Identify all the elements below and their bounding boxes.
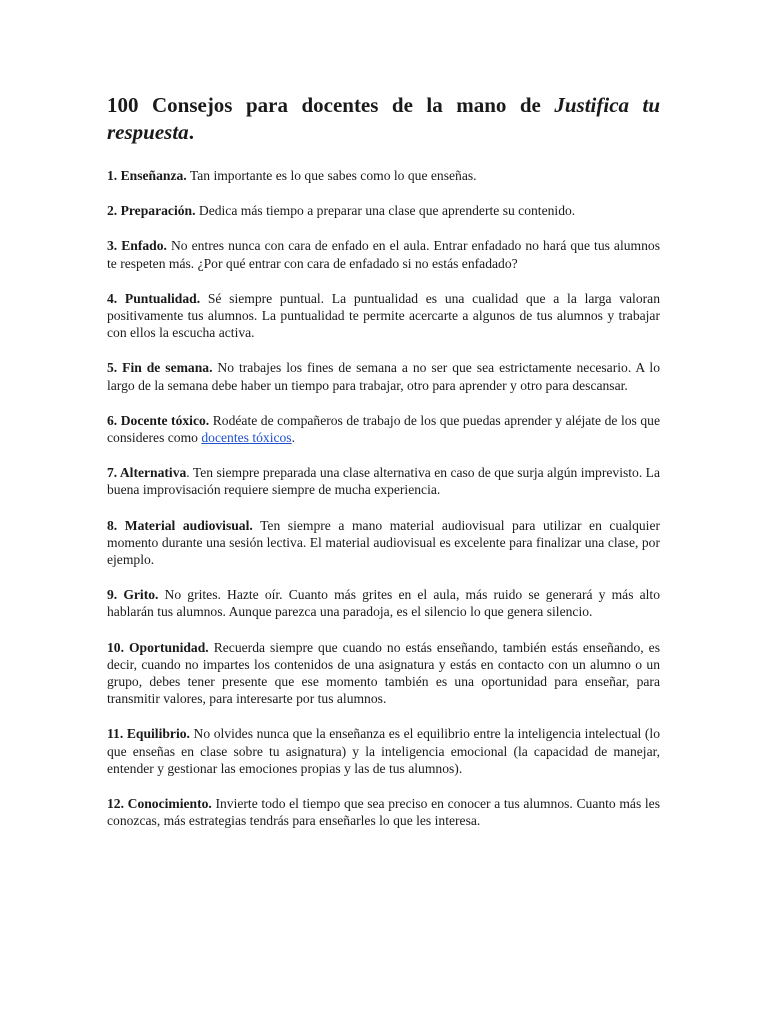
document-title <box>107 92 660 146</box>
tip-5 <box>107 359 660 393</box>
tip-text: No entres nunca con cara de enfado en el aula. Entrar enfadado no hará que tus alumnos te respeten más. ¿Por qué entrar con cara de enfadado si no estás enfadado? <box>107 238 660 271</box>
tip-11 <box>107 725 660 777</box>
tip-text: Tan importante es lo que sabes como lo que enseñas. <box>186 168 477 183</box>
tip-label: 10. Oportunidad. <box>107 639 209 655</box>
tip-text: . Ten siempre preparada una clase alternativa en caso de que surja algún imprevisto. La buena improvisación requiere siempre de mucha experiencia. <box>107 465 660 498</box>
tip-text: Recuerda siempre que cuando no estás enseñando, también estás enseñando, es decir, cuando no impartes los contenidos de una asignatura y estás en contacto con un alumno o un grupo, debes tener presente que ese momento también es una oportunidad para enseñar, para transmitir valores, para interesarte por tus alumnos. <box>107 639 660 707</box>
tip-label: 12. Conocimiento. <box>107 796 212 812</box>
tip-label: 9. Grito. <box>107 587 159 603</box>
tip-2 <box>107 202 660 219</box>
docentes-toxicos-link[interactable]: docentes tóxicos <box>201 430 292 446</box>
tip-12 <box>107 795 660 829</box>
tip-label: 1. Enseñanza. <box>107 168 187 183</box>
tip-label: 5. Fin de semana. <box>107 360 213 376</box>
tip-text: Rodéate de compañeros de trabajo de los que puedas aprender y aléjate de los que consideres como <box>107 412 661 446</box>
tip-text: Invierte todo el tiempo que sea preciso en conocer a tus alumnos. Cuanto más les conozcas, más estrategias tendrás para enseñarles lo que les interesa. <box>107 796 660 829</box>
tip-3 <box>107 237 660 271</box>
tip-4 <box>107 290 660 342</box>
document-title-period: . <box>188 120 194 144</box>
tip-7 <box>107 464 660 498</box>
tip-text: No grites. Hazte oír. Cuanto más grites en el aula, más ruido se generará y más alto hablarán tus alumnos. Aunque parezca una paradoja, es el silencio lo que genera silencio. <box>107 587 660 620</box>
tip-label: 7. Alternativa <box>107 465 187 481</box>
tip-9 <box>107 586 660 620</box>
tip-1 <box>107 167 660 184</box>
tip-label: 8. Material audiovisual. <box>107 517 253 533</box>
tip-8 <box>107 517 660 569</box>
document-title-main: 100 Consejos para docentes de la mano de <box>107 93 555 117</box>
tip-text-end: . <box>291 430 296 446</box>
tip-text: Sé siempre puntual. La puntualidad es una cualidad que a la larga valoran positivamente tus alumnos. La puntualidad te permite acercarte a algunos de tus alumnos y trabajar con ellos la escucha activa. <box>107 290 660 341</box>
tip-label: 6. Docente tóxico. <box>107 412 210 428</box>
tip-text: Ten siempre a mano material audiovisual para utilizar en cualquier momento durante una sesión lectiva. El material audiovisual es excelente para finalizar una clase, por ejemplo. <box>107 517 660 568</box>
tip-text: No trabajes los fines de semana a no ser que sea estrictamente necesario. A lo largo de la semana debe haber un tiempo para trabajar, otro para aprender y otro para descansar. <box>107 360 660 393</box>
document-title-emphasis: Justifica tu respuesta <box>107 93 661 144</box>
tip-text: No olvides nunca que la enseñanza es el equilibrio entre la inteligencia intelectual (lo que enseñas en clase sobre tu asignatura) y la inteligencia emocional (la capacidad de manejar, entender y gestionar las emociones propias y las de tus alumnos). <box>107 726 660 776</box>
tip-10 <box>107 639 660 708</box>
tip-6 <box>107 412 660 446</box>
tip-label: 11. Equilibrio. <box>107 726 190 742</box>
tip-label: 3. Enfado. <box>107 238 167 254</box>
tip-label: 2. Preparación. <box>107 203 196 219</box>
tip-label: 4. Puntualidad. <box>107 290 201 306</box>
tip-text: Dedica más tiempo a preparar una clase que aprenderte su contenido. <box>195 203 576 219</box>
